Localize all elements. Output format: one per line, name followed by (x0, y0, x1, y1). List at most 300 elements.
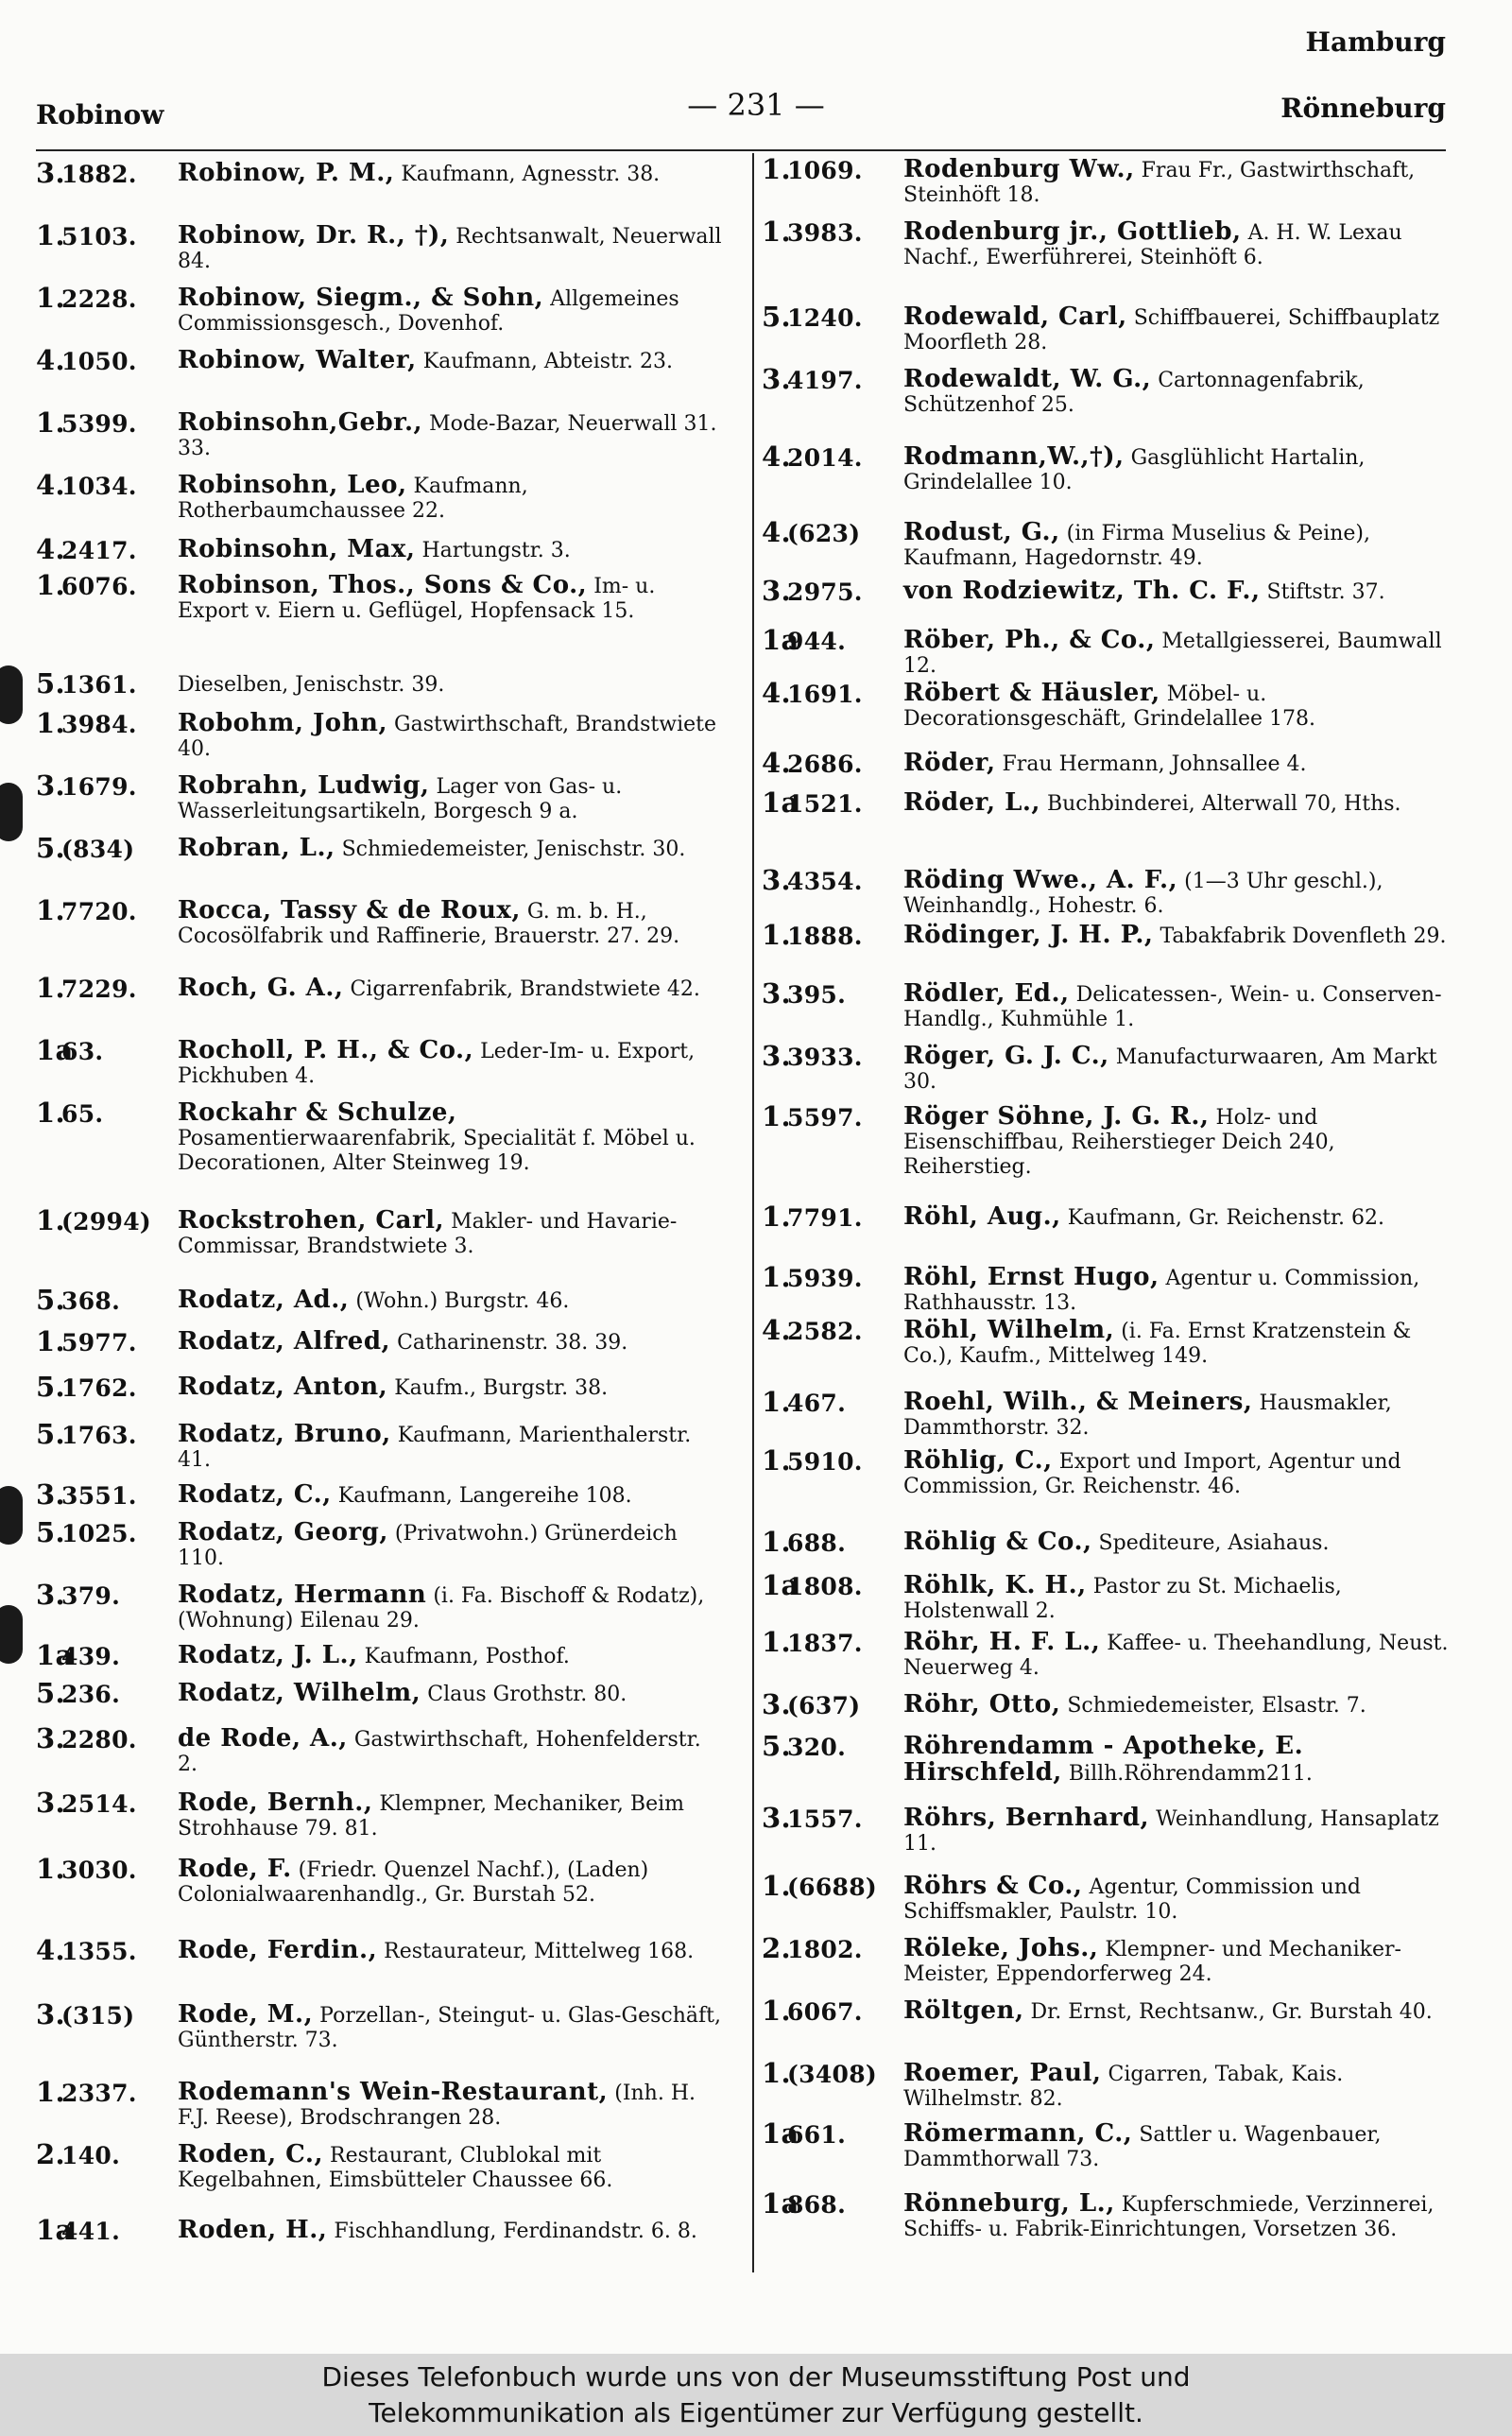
entry-exchange-class: 4. (36, 469, 65, 501)
entry-description: Catharinenstr. 38. 39. (397, 1331, 628, 1355)
header-left-keyword: Robinow (36, 99, 164, 130)
directory-entry (36, 533, 726, 565)
entry-exchange-class: 1. (762, 1995, 791, 2027)
entry-phone-number (762, 919, 863, 951)
entry-description: Weinhandlung, Hansaplatz 11. (903, 1807, 1439, 1856)
entry-description: Kaufmann, Agnesstr. 38. (401, 163, 661, 186)
entry-exchange-class: 1. (762, 1386, 791, 1418)
entry-exchange-class: 3. (762, 864, 791, 896)
directory-entry (762, 864, 1463, 919)
entry-description: Hartungstr. 3. (421, 539, 571, 562)
directory-entry (36, 1998, 726, 2053)
entry-exchange-class: 3. (36, 1722, 65, 1754)
entry-name: Rode, F. (178, 1855, 292, 1883)
entry-exchange-class: 4. (36, 533, 65, 565)
entry-phone-number (762, 977, 847, 1010)
entry-description: Claus Grothstr. 80. (427, 1683, 627, 1706)
entry-exchange-class: 2. (36, 2138, 65, 2170)
entry-number: 1521. (787, 790, 863, 818)
directory-entry (36, 1639, 726, 1671)
entry-description: Gastwirthschaft, Hohenfelderstr. 2. (178, 1728, 701, 1776)
directory-entry (36, 1677, 726, 1709)
entry-exchange-class: 3. (36, 1998, 65, 2030)
entry-phone-number (762, 1995, 863, 2027)
entry-name: Rodemann's Wein-Restaurant, (178, 2078, 609, 2106)
entry-exchange-class: 3. (762, 1688, 791, 1720)
entry-name: Rode, Ferdin., (178, 1936, 378, 1964)
entry-description: Gastwirthschaft, Brandstwiete 40. (178, 713, 717, 761)
entry-description: A. H. W. Lexau Nachf., Ewerführerei, Steinhöft 6. (903, 221, 1402, 269)
entry-name: Rockstrohen, Carl, (178, 1206, 445, 1235)
directory-entry (36, 1853, 726, 1908)
directory-entry (36, 1478, 726, 1511)
directory-entry (762, 1444, 1463, 1499)
entry-description: Schmiedemeister, Elsastr. 7. (1067, 1694, 1366, 1718)
entry-exchange-class: 1. (36, 1204, 65, 1236)
entry-exchange-class: 1. (36, 972, 65, 1004)
entry-description: Buchbinderei, Alterwall 70, Hths. (1046, 792, 1401, 816)
footer-line-2: Telekommunikation als Eigentümer zur Verfügung gestellt. (369, 2397, 1143, 2428)
directory-entry (36, 667, 726, 700)
directory-entry (762, 1569, 1463, 1624)
entry-phone-number (762, 1444, 863, 1477)
entry-exchange-class: 4. (36, 1934, 65, 1966)
entry-phone-number (36, 2076, 137, 2108)
entry-name: Röding Wwe., A. F., (903, 866, 1178, 894)
entry-phone-number (762, 624, 847, 656)
entry-name: Robinsohn,Gebr., (178, 408, 423, 437)
entry-exchange-class: 1. (762, 1261, 791, 1293)
entry-description: Klempner, Mechaniker, Beim Strohhause 79. 81. (178, 1792, 684, 1840)
entry-exchange-class: 1a (762, 1569, 799, 1601)
directory-entry (36, 569, 726, 624)
entry-description: Frau Fr., Gastwirthschaft, Steinhöft 18. (903, 159, 1416, 207)
entry-phone-number (36, 1034, 104, 1066)
entry-exchange-class: 4. (36, 344, 65, 376)
entry-name: Robohm, John, (178, 709, 387, 737)
entry-name: Röhl, Wilhelm, (903, 1316, 1115, 1344)
entry-description: Kaufm., Burgstr. 38. (394, 1376, 609, 1400)
directory-entry (762, 2187, 1463, 2242)
entry-description: Cartonnagenfabrik, Schützenhof 25. (903, 369, 1365, 417)
entry-exchange-class: 5. (36, 1418, 65, 1450)
entry-phone-number (36, 1516, 137, 1548)
entry-description: (i. Fa. Ernst Kratzenstein & Co.), Kaufm., Mittelweg 149. (903, 1320, 1412, 1368)
binding-hole (0, 1486, 23, 1545)
entry-phone-number (762, 1386, 847, 1418)
entry-phone-number (762, 786, 863, 819)
entry-name: Robinson, Thos., Sons & Co., (178, 571, 588, 599)
entry-description: G. m. b. H., Cocosölfabrik und Raffinerie, Brauerstr. 27. 29. (178, 900, 680, 948)
directory-entry (36, 972, 726, 1004)
entry-name: Röhrendamm - Apotheke, E. Hirschfeld, (903, 1732, 1304, 1787)
directory-entry (36, 2138, 726, 2193)
entry-number: 1762. (61, 1374, 137, 1402)
entry-number: 140. (61, 2142, 121, 2169)
entry-phone-number (36, 1418, 137, 1450)
directory-entry (762, 2057, 1463, 2112)
directory-entry (36, 1579, 726, 1633)
entry-name: Röhlig & Co., (903, 1528, 1092, 1556)
entry-phone-number (36, 832, 135, 864)
entry-exchange-class: 5. (36, 832, 65, 864)
entry-phone-number (762, 516, 861, 548)
entry-phone-number (36, 1639, 121, 1671)
entry-number: 4354. (787, 868, 863, 895)
entry-description: Möbel- u. Decorationsgeschäft, Grindelallee 178. (903, 682, 1316, 731)
entry-number: 1763. (61, 1422, 137, 1449)
entry-exchange-class: 1. (36, 569, 65, 601)
entry-exchange-class: 1. (762, 216, 791, 248)
directory-entry (762, 1314, 1463, 1369)
entry-number: 467. (787, 1390, 847, 1417)
entry-phone-number (762, 575, 863, 607)
column-divider (752, 153, 754, 2272)
directory-entry (36, 469, 726, 524)
entry-name: Röder, L., (903, 788, 1040, 817)
entry-exchange-class: 1. (762, 1100, 791, 1132)
entry-description: Dr. Ernst, Rechtsanw., Gr. Burstah 40. (1030, 2000, 1433, 2024)
directory-entry (36, 1787, 726, 1841)
directory-entry (762, 1040, 1463, 1095)
entry-description: Schmiedemeister, Jenischstr. 30. (341, 838, 686, 861)
directory-entry (762, 1201, 1463, 1233)
entry-number: 65. (61, 1100, 104, 1128)
entry-number: 3933. (787, 1044, 863, 1071)
entry-name: Rönneburg, L., (903, 2189, 1115, 2218)
directory-entry (762, 1100, 1463, 1180)
entry-name: Roden, C., (178, 2140, 324, 2168)
entry-phone-number (36, 469, 137, 501)
entry-number: 2975. (787, 579, 863, 606)
entry-number: 5399. (61, 410, 137, 438)
entry-name: Rödler, Ed., (903, 979, 1070, 1008)
entry-description: Kaufmann, Abteistr. 23. (422, 350, 673, 373)
entry-name: Rodmann,W.,†), (903, 442, 1125, 471)
entry-number: 4197. (787, 367, 863, 394)
entry-number: 868. (787, 2191, 847, 2219)
entry-description: Pastor zu St. Michaelis, Holstenwall 2. (903, 1575, 1342, 1623)
entry-description: Schiffbauerei, Schiffbauplatz Moorfleth 28. (903, 306, 1440, 354)
entry-number: 1034. (61, 473, 137, 500)
entry-phone-number (36, 344, 137, 376)
entry-description: Agentur u. Commission, Rathhausstr. 13. (903, 1267, 1420, 1315)
entry-description: (Inh. H. F.J. Reese), Brodschrangen 28. (178, 2082, 696, 2130)
entry-name: Rodatz, Ad., (178, 1286, 350, 1314)
entry-description: (Friedr. Quenzel Nachf.), (Laden) Colonialwaarenhandlg., Gr. Burstah 52. (178, 1858, 649, 1907)
entry-description: Stiftstr. 37. (1266, 580, 1385, 604)
entry-number: 368. (61, 1287, 121, 1315)
directory-entry (762, 919, 1463, 951)
entry-phone-number (36, 1677, 121, 1709)
entry-name: Röhrs, Bernhard, (903, 1804, 1150, 1832)
entry-description: Kaufmann, Gr. Reichenstr. 62. (1067, 1206, 1385, 1230)
entry-name: Rodust, G., (903, 518, 1060, 546)
entry-phone-number (762, 864, 863, 896)
entry-name: Röleke, Johs., (903, 1934, 1099, 1962)
entry-phone-number (36, 533, 137, 565)
entry-exchange-class: 1. (36, 1325, 65, 1357)
entry-exchange-class: 1. (762, 1201, 791, 1233)
entry-phone-number (762, 677, 863, 709)
entry-exchange-class: 1. (36, 1097, 65, 1129)
entry-description: Delicatessen-, Wein- u. Conserven-Handlg., Kuhmühle 1. (903, 983, 1442, 1031)
header-right-keyword: Rönneburg (1280, 93, 1446, 124)
entry-number: 1240. (787, 304, 863, 332)
entry-phone-number (36, 1204, 152, 1236)
entry-name: Röger, G. J. C., (903, 1042, 1109, 1070)
directory-entry (36, 1418, 726, 1473)
entry-number: (623) (787, 520, 861, 547)
entry-phone-number (36, 972, 137, 1004)
entry-name: Rödinger, J. H. P., (903, 921, 1154, 949)
entry-phone-number (36, 667, 137, 700)
entry-exchange-class: 1. (36, 2076, 65, 2108)
entry-description: Kaufmann, Rotherbaumchaussee 22. (178, 475, 528, 523)
entry-name: Rodatz, Alfred, (178, 1327, 391, 1356)
entry-description: Fischhandlung, Ferdinandstr. 6. 8. (334, 2220, 697, 2243)
entry-number: 1355. (61, 1938, 137, 1965)
directory-entry (762, 153, 1463, 208)
entry-name: Robran, L., (178, 834, 335, 862)
entry-number: 2417. (61, 537, 137, 564)
entry-name: Robrahn, Ludwig, (178, 771, 430, 800)
entry-phone-number (762, 2187, 847, 2220)
entry-name: Röhrs & Co., (903, 1872, 1083, 1900)
directory-entry (762, 441, 1463, 495)
entry-number: 1808. (787, 1573, 863, 1600)
entry-number: 1050. (61, 348, 137, 375)
entry-exchange-class: 5. (36, 667, 65, 700)
entry-name: Röhr, H. F. L., (903, 1628, 1101, 1656)
entry-description: Makler- und Havarie-Commissar, Brandstwiete 3. (178, 1210, 678, 1258)
binding-hole (0, 1605, 23, 1664)
entry-phone-number (36, 406, 137, 439)
entry-description: Kaufmann, Langereihe 108. (337, 1484, 632, 1508)
entry-phone-number (762, 1870, 878, 1902)
entry-phone-number (36, 282, 137, 314)
entry-name: Röber, Ph., & Co., (903, 626, 1156, 654)
entry-exchange-class: 3. (762, 575, 791, 607)
directory-entry (36, 1371, 726, 1403)
entry-exchange-class: 4. (762, 747, 791, 779)
entry-name: Robinow, Walter, (178, 346, 417, 374)
entry-exchange-class: 3. (762, 363, 791, 395)
entry-exchange-class: 1a (762, 2187, 799, 2220)
directory-entry (36, 1034, 726, 1089)
entry-phone-number (36, 707, 137, 739)
entry-exchange-class: 1. (762, 1870, 791, 1902)
entry-description: Mode-Bazar, Neuerwall 31. 33. (178, 412, 717, 460)
directory-entry (762, 1730, 1463, 1787)
entry-phone-number (36, 2138, 121, 2170)
entry-name: Robinow, P. M., (178, 159, 395, 187)
directory-entry (762, 1688, 1463, 1720)
directory-entry (36, 1325, 726, 1357)
entry-number: 3984. (61, 711, 137, 738)
entry-phone-number (762, 1314, 863, 1346)
footer-line-1: Dieses Telefonbuch wurde uns von der Museumsstiftung Post und (321, 2361, 1191, 2393)
entry-exchange-class: 1a (762, 786, 799, 819)
entry-exchange-class: 1. (762, 2057, 791, 2089)
entry-number: 1679. (61, 773, 137, 801)
entry-description: Billh.Röhrendamm211. (1068, 1762, 1313, 1786)
entry-exchange-class: 5. (36, 1284, 65, 1316)
entry-exchange-class: 5. (36, 1677, 65, 1709)
entry-number: 3551. (61, 1482, 137, 1510)
entry-phone-number (762, 1688, 861, 1720)
entry-exchange-class: 1a (36, 2214, 74, 2246)
entry-phone-number (36, 1097, 104, 1129)
entry-description: Kaufmann, Posthof. (364, 1645, 570, 1668)
entry-name: Röhl, Ernst Hugo, (903, 1263, 1160, 1291)
entry-exchange-class: 3. (762, 977, 791, 1010)
entry-description: (i. Fa. Bischoff & Rodatz), (Wohnung) Eilenau 29. (178, 1584, 705, 1633)
entry-phone-number (762, 1730, 847, 1762)
entry-name: Rode, Bernh., (178, 1788, 373, 1817)
directory-entry (762, 786, 1463, 819)
entry-description: Tabakfabrik Dovenfleth 29. (1160, 924, 1447, 948)
directory-entry (762, 1802, 1463, 1857)
entry-phone-number (36, 769, 137, 802)
entry-phone-number (762, 216, 863, 248)
directory-entry (762, 1261, 1463, 1316)
entry-name: Rodewald, Carl, (903, 302, 1127, 331)
directory-entry (762, 747, 1463, 779)
entry-exchange-class: 1. (36, 1853, 65, 1885)
directory-entry (762, 977, 1463, 1032)
entry-name: de Rode, A., (178, 1724, 348, 1753)
entry-name: Robinow, Dr. R., †), (178, 221, 450, 250)
entry-phone-number (36, 1325, 137, 1357)
binding-hole (0, 783, 23, 841)
entry-phone-number (36, 1579, 121, 1611)
entry-phone-number (762, 1569, 863, 1601)
entry-number: 441. (61, 2218, 121, 2245)
entry-exchange-class: 1. (762, 1526, 791, 1558)
entry-number: 7229. (61, 976, 137, 1003)
entry-phone-number (762, 1261, 863, 1293)
entry-number: 1025. (61, 1520, 137, 1547)
entry-phone-number (36, 569, 137, 601)
entry-exchange-class: 1. (762, 1444, 791, 1477)
directory-entry (36, 2076, 726, 2131)
entry-exchange-class: 1. (36, 406, 65, 439)
entry-description: Posamentierwaarenfabrik, Specialität f. Möbel u. Decorationen, Alter Steinweg 19. (178, 1127, 696, 1175)
entry-description: (Privatwohn.) Grünerdeich 110. (178, 1522, 678, 1570)
entry-exchange-class: 3. (36, 157, 65, 189)
entry-name: Rockahr & Schulze, (178, 1098, 457, 1127)
directory-entry (36, 1516, 726, 1571)
entry-number: 395. (787, 981, 847, 1009)
directory-entry (762, 1932, 1463, 1987)
entry-number: (637) (787, 1692, 861, 1719)
entry-number: 1837. (787, 1630, 863, 1657)
directory-entry (762, 516, 1463, 571)
entry-name: Römermann, C., (903, 2119, 1133, 2148)
header-rule (36, 149, 1446, 151)
entry-name: Röhlig, C., (903, 1446, 1053, 1475)
entry-phone-number (36, 1934, 137, 1966)
entry-name: Roden, H., (178, 2216, 328, 2244)
entry-number: 2014. (787, 444, 863, 472)
entry-description: Klempner- und Mechaniker-Meister, Eppendorferweg 24. (903, 1938, 1401, 1986)
entry-phone-number (36, 1371, 137, 1403)
directory-entry (762, 624, 1463, 679)
entry-number: 2337. (61, 2080, 137, 2107)
directory-entry (36, 1934, 726, 1966)
entry-exchange-class: 5. (762, 1730, 791, 1762)
entry-number: 1557. (787, 1805, 863, 1833)
entry-number: 7720. (61, 898, 137, 925)
entry-phone-number (762, 153, 863, 185)
directory-entry (762, 1626, 1463, 1681)
entry-phone-number (762, 1626, 863, 1658)
entry-phone-number (762, 1040, 863, 1072)
entry-exchange-class: 3. (762, 1040, 791, 1072)
entry-number: (3408) (787, 2061, 878, 2088)
entry-description: Cigarren, Tabak, Kais. Wilhelmstr. 82. (903, 2063, 1344, 2111)
footer-notice (0, 2354, 1512, 2436)
entry-description: Agentur, Commission und Schiffsmakler, Paulstr. 10. (903, 1875, 1361, 1924)
directory-entry (36, 219, 726, 274)
entry-description: Dieselben, Jenischstr. 39. (178, 673, 445, 697)
entry-exchange-class: 1. (36, 894, 65, 926)
entry-number: 6076. (61, 573, 137, 600)
entry-exchange-class: 1. (762, 153, 791, 185)
entry-exchange-class: 1. (762, 1626, 791, 1658)
entry-number: 661. (787, 2121, 847, 2149)
directory-entry (36, 894, 726, 949)
entry-number: 1691. (787, 681, 863, 708)
entry-exchange-class: 5. (36, 1371, 65, 1403)
directory-entry (36, 832, 726, 864)
entry-name: Robinsohn, Max, (178, 535, 416, 563)
entry-phone-number (36, 1284, 121, 1316)
entry-description: Metallgiesserei, Baumwall 12. (903, 630, 1442, 678)
entry-number: 944. (787, 628, 847, 655)
entry-name: Röhlk, K. H., (903, 1571, 1087, 1599)
directory-entry (762, 216, 1463, 270)
entry-exchange-class: 4. (762, 1314, 791, 1346)
entry-phone-number (36, 894, 137, 926)
entry-description: Allgemeines Commissionsgesch., Dovenhof. (178, 287, 679, 336)
entry-exchange-class: 1a (762, 2117, 799, 2150)
entry-number: 7791. (787, 1204, 863, 1232)
entry-exchange-class: 1a (36, 1639, 74, 1671)
entry-name: Röhr, Otto, (903, 1690, 1061, 1719)
entry-phone-number (762, 1932, 863, 1964)
entry-number: 1361. (61, 671, 137, 699)
entry-number: 688. (787, 1529, 847, 1557)
entry-exchange-class: 4. (762, 441, 791, 473)
directory-entry (762, 301, 1463, 355)
entry-phone-number (762, 301, 863, 333)
entry-description: Sattler u. Wagenbauer, Dammthorwall 73. (903, 2123, 1382, 2171)
entry-phone-number (36, 157, 137, 189)
entry-name: Robinsohn, Leo, (178, 471, 407, 499)
entry-exchange-class: 3. (36, 1478, 65, 1511)
entry-number: 3983. (787, 219, 863, 247)
entry-name: Roemer, Paul, (903, 2059, 1102, 2087)
entry-description: Spediteure, Asiahaus. (1098, 1531, 1330, 1555)
entry-description: Export und Import, Agentur und Commission, Gr. Reichenstr. 46. (903, 1450, 1401, 1498)
entry-description: Kaffee- u. Theehandlung, Neust. Neuerweg 4. (903, 1632, 1449, 1680)
entry-phone-number (36, 1722, 137, 1754)
entry-description: Kupferschmiede, Verzinnerei, Schiffs- u. Fabrik-Einrichtungen, Vorsetzen 36. (903, 2193, 1435, 2241)
entry-phone-number (762, 363, 863, 395)
entry-name: Roehl, Wilh., & Meiners, (903, 1388, 1253, 1416)
